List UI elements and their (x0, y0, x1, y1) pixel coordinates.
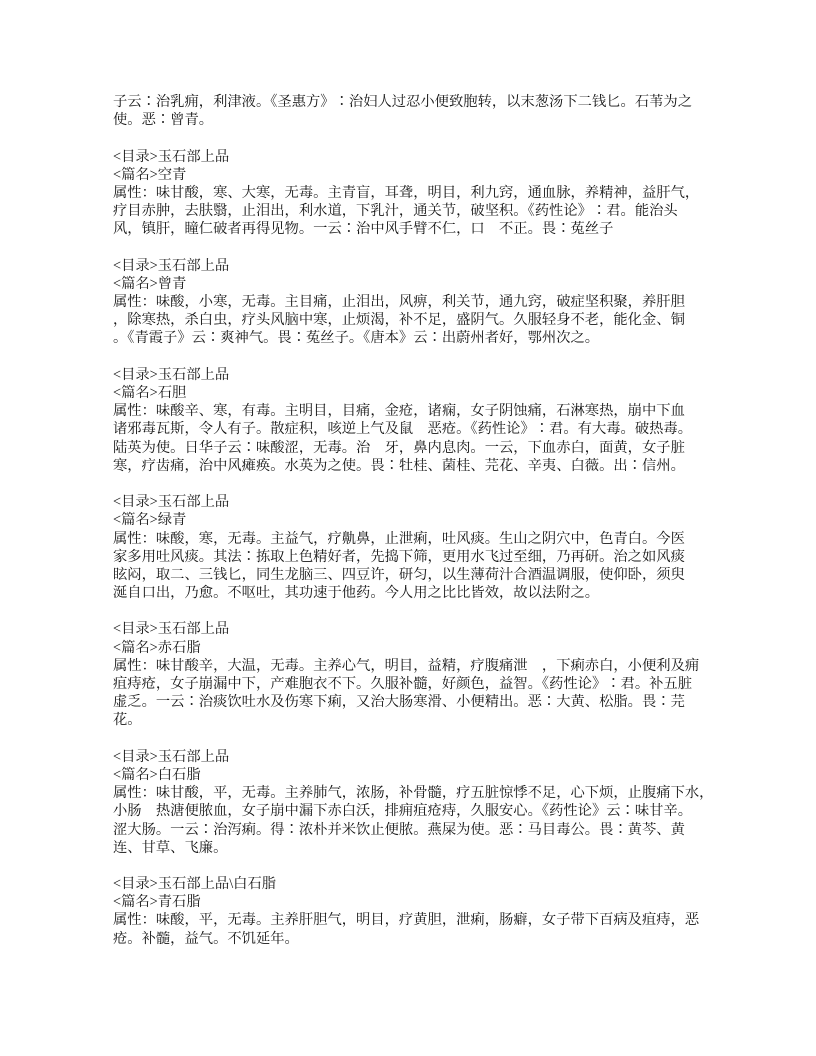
section-kongqing (113, 148, 753, 239)
body-line: 小肠 热溏便脓血，女子崩中漏下赤白沃，排痈疽疮痔，久服安心。《药性论》云∶味甘辛。 (113, 803, 693, 820)
catalog-line: <目录>玉石部上品 (113, 748, 230, 765)
section-baishizhi (113, 748, 753, 857)
body-line: 属性：味酸，平，无毒。主养肝胆气，明目，疗黄胆，泄痢，肠癖，女子带下百病及疽痔，恶 (113, 912, 700, 929)
continuation-paragraph (113, 93, 753, 129)
body-line: 家多用吐风痰。其法∶拣取上色精好者，先捣下筛，更用水飞过至细，乃再研。治之如风痰 (113, 548, 685, 565)
document-text (113, 93, 753, 948)
body-line: 疽痔疮，女子崩漏中下，产难胞衣不下。久服补髓，好颜色，益智。《药性论》∶君。补五脏 (113, 676, 693, 692)
title-line: <篇名>青石脂 (113, 894, 201, 911)
body-line: 眩闷，取二、三钱匕，同生龙脑三、四豆许，研匀，以生薄荷汁合酒温调服，使仰卧，须臾 (113, 566, 685, 583)
body-line: 疮。补髓，益气。不饥延年。 (113, 930, 299, 947)
catalog-line: <目录>玉石部上品 (113, 366, 230, 383)
body-line: 疗目赤肿，去肤翳，止泪出，利水道，下乳汁，通关节，破坚积。《药性论》∶君。能治头 (113, 203, 678, 220)
body-line: 风，镇肝，瞳仁破者再得见物。一云∶治中风手臂不仁，口 不正。畏∶菟丝子 (113, 221, 614, 238)
body-line: 。《青霞子》云∶爽神气。畏∶菟丝子。《唐本》云∶出蔚州者好，鄂州次之。 (113, 330, 600, 347)
body-line: 属性：味酸，小寒，无毒。主目痛，止泪出，风痹，利关节，通九窍，破症坚积聚，养肝胆 (113, 294, 685, 311)
title-line: <篇名>赤石脂 (113, 639, 201, 656)
text-line: 子云∶治乳痈，利津液。《圣惠方》∶治妇人过忍小便致胞转，以末葱汤下二钱匕。石苇为之 (113, 94, 693, 110)
body-line: 属性：味酸，寒，无毒。主益气，疗鼽鼻，止泄痢，吐风痰。生山之阴穴中，色青白。今医 (113, 530, 685, 547)
body-line: 诸邪毒瓦斯，令人有子。散症积，咳逆上气及鼠 恶疮。《药性论》∶君。有大毒。破热毒。 (113, 421, 693, 438)
section-qingshizhi (113, 875, 753, 948)
body-line: 属性：味甘酸，寒、大寒，无毒。主青盲，耳聋，明目，利九窍，通血脉，养精神，益肝气， (113, 184, 700, 201)
body-line: 花。 (113, 712, 142, 729)
catalog-line: <目录>玉石部上品 (113, 621, 230, 638)
body-line: 连、甘草、飞廉。 (113, 839, 228, 856)
body-line: 虚乏。一云∶治痰饮吐水及伤寒下痢，又治大肠寒滑、小便精出。恶∶大黄、松脂。畏∶芫 (113, 694, 685, 711)
title-line: <篇名>绿青 (113, 512, 187, 529)
body-line: 属性：味甘酸辛，大温，无毒。主养心气，明目，益精，疗腹痛泄 ，下痢赤白，小便利及痈 (113, 657, 700, 674)
section-shidan (113, 366, 753, 475)
catalog-line: <目录>玉石部上品 (113, 494, 230, 511)
body-line: 涩大肠。一云∶治泻痢。得∶浓朴并米饮止便脓。燕屎为使。恶∶马目毒公。畏∶黄芩、黄 (113, 821, 685, 838)
body-line: 属性：味甘酸，平，无毒。主养肺气，浓肠，补骨髓，疗五脏惊悸不足，心下烦，止腹痛下水， (113, 785, 714, 802)
body-line: 寒，疗齿痛，治中风瘫痪。水英为之使。畏∶牡桂、菌桂、芫花、辛夷、白薇。出∶信州。 (113, 457, 685, 474)
body-line: 属性：味酸辛、寒，有毒。主明目，目痛，金疮，诸痫，女子阴蚀痛，石淋寒热，崩中下血 (113, 403, 685, 420)
section-zengqing (113, 257, 753, 348)
body-line: 陆英为使。日华子云∶味酸涩，无毒。治 牙，鼻内息肉。一云，下血赤白，面黄，女子脏 (113, 439, 685, 456)
catalog-line: <目录>玉石部上品 (113, 257, 230, 274)
title-line: <篇名>石胆 (113, 385, 187, 401)
title-line: <篇名>空青 (113, 166, 187, 183)
body-line: 涎自口出，乃愈。不呕吐，其功速于他药。今人用之比比皆效，故以法附之。 (113, 585, 600, 602)
title-line: <篇名>白石脂 (113, 766, 201, 783)
title-line: <篇名>曾青 (113, 275, 187, 292)
section-lvqing (113, 493, 753, 602)
body-line: ，除寒热，杀白虫，疗头风脑中寒，止烦渴，补不足，盛阴气。久服轻身不老，能化金、铜 (113, 312, 685, 329)
catalog-line: <目录>玉石部上品\白石脂 (113, 876, 277, 893)
section-chishizhi (113, 620, 753, 729)
text-line: 使。恶∶曾青。 (113, 112, 214, 129)
catalog-line: <目录>玉石部上品 (113, 148, 230, 165)
